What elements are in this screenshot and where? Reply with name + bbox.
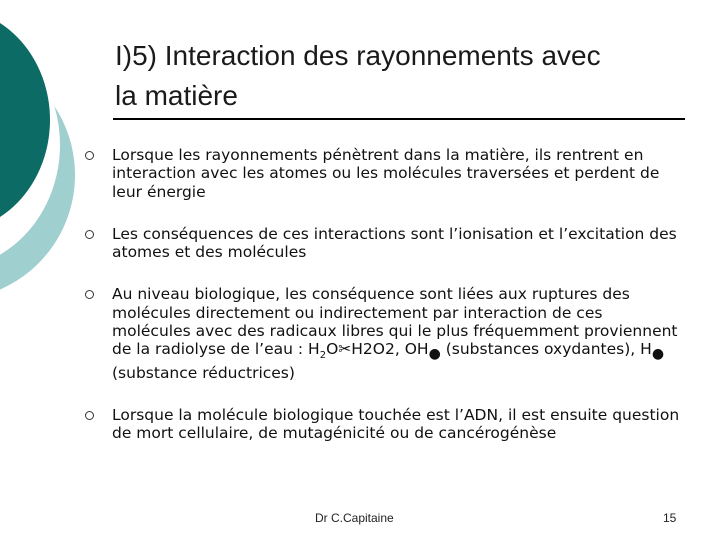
circle-bullet-icon [85, 230, 94, 239]
circle-bullet-icon [85, 151, 94, 160]
footer-author: Dr C.Capitaine [315, 511, 394, 525]
bullet-3-text: Au niveau biologique, les conséquence sont liées aux ruptures des molécules directement ou indirectement par interaction de ces molécules avec des radicaux libres qui le plus fréquemment proviennent de la radiolyse de l’eau : [112, 285, 678, 359]
title-line-2: la matière [115, 80, 238, 111]
title-divider [113, 118, 685, 120]
page-number: 15 [663, 511, 677, 525]
circle-bullet-icon [85, 411, 94, 420]
formula-subscript: 2 [319, 350, 327, 362]
scissors-icon: ✂ [338, 340, 352, 359]
reductrices-text: (substance réductrices) [112, 363, 295, 382]
bullet-1-text: Lorsque les rayonnements pénètrent dans la matière, ils rentrent en interaction avec les atomes ou les molécules traversées et perdent de leur énergie [112, 146, 660, 201]
formula-rest: H2O2, OH [351, 340, 429, 359]
radical-dot-icon: ● [651, 346, 665, 363]
oxydantes-text: (substances oxydantes), H [445, 340, 652, 359]
bullet-1 [85, 146, 685, 201]
title-line-1: I)5) Interaction des rayonnements avec [115, 40, 601, 71]
bullet-2 [85, 225, 685, 262]
formula-o: O [326, 340, 339, 359]
radical-dot-icon: ● [428, 346, 441, 363]
bullet-list [85, 146, 685, 443]
slide-title [115, 36, 695, 116]
circle-bullet-icon [85, 290, 94, 299]
bullet-4-text: Lorsque la molécule biologique touchée est l’ADN, il est ensuite question de mort cellulaire, de mutagénicité ou de cancérogénèse [112, 405, 680, 443]
bullet-3 [85, 285, 685, 381]
bullet-2-text: Les conséquences de ces interactions sont l’ionisation et l’excitation des atomes et des molécules [112, 224, 677, 262]
bullet-4 [85, 406, 685, 443]
decorative-circles [0, 0, 90, 300]
formula-h: H [308, 340, 320, 359]
